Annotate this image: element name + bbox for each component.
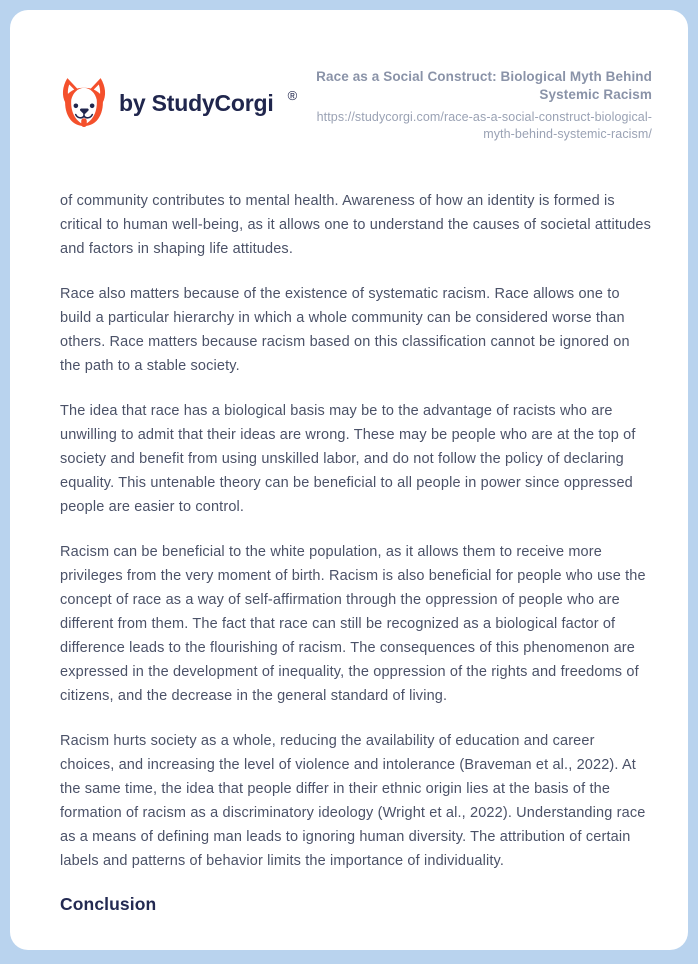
studycorgi-brand <box>60 76 298 130</box>
document-url: https://studycorgi.com/race-as-a-social-construct-biological-myth-behind-systemic-racism/ <box>316 110 652 141</box>
registered-trademark-symbol: ® <box>287 87 298 103</box>
brand-label: by StudyCorgi <box>119 89 274 116</box>
corgi-logo-icon <box>60 76 108 130</box>
paragraph: Racism can be beneficial to the white population, as it allows them to receive more privileges from the very moment of birth. Racism is also beneficial for people who use the concept of race as a way of self-affirmation through the oppression of people who are different from them. The fact that race can still be recognized as a biological factor of difference leads to the flourishing of racism. The consequences of this phenomenon are expressed in the development of inequality, the oppression of the rights and freedoms of citizens, and the decrease in the general standard of living. <box>60 544 646 704</box>
paragraph: Racism hurts society as a whole, reducing the availability of education and career choices, and increasing the level of violence and intolerance (Braveman et al., 2022). At the same time, the idea that people differ in their ethnic origin lies at the basis of the formation of racism as a discriminatory ideology (Wright et al., 2022). Understanding race as a means of defining man leads to ignoring human diversity. The attribution of certain labels and patterns of behavior limits the importance of individuality. <box>60 733 646 869</box>
document-card <box>10 10 688 950</box>
conclusion-heading: Conclusion <box>60 894 157 914</box>
document-header <box>60 66 652 143</box>
paragraph: The idea that race has a biological basis may be to the advantage of racists who are unwilling to admit that their ideas are wrong. These may be people who are at the top of society and benefit from using unskilled labor, and do not follow the policy of declaring equality. This untenable theory can be beneficial to all people in power since oppressed people are easier to control. <box>60 403 636 515</box>
document-title: Race as a Social Construct: Biological Myth Behind Systemic Racism <box>316 69 652 102</box>
document-body <box>60 189 652 915</box>
paragraph: Race also matters because of the existence of systematic racism. Race allows one to build a particular hierarchy in which a whole community can be considered worse than others. Race matters because racism based on this classification cannot be ignored on the path to a stable society. <box>60 286 630 374</box>
document-meta <box>300 68 652 143</box>
paragraph: of community contributes to mental health. Awareness of how an identity is formed is critical to human well-being, as it allows one to understand the causes of societal attitudes and factors in shaping life attitudes. <box>60 193 652 257</box>
